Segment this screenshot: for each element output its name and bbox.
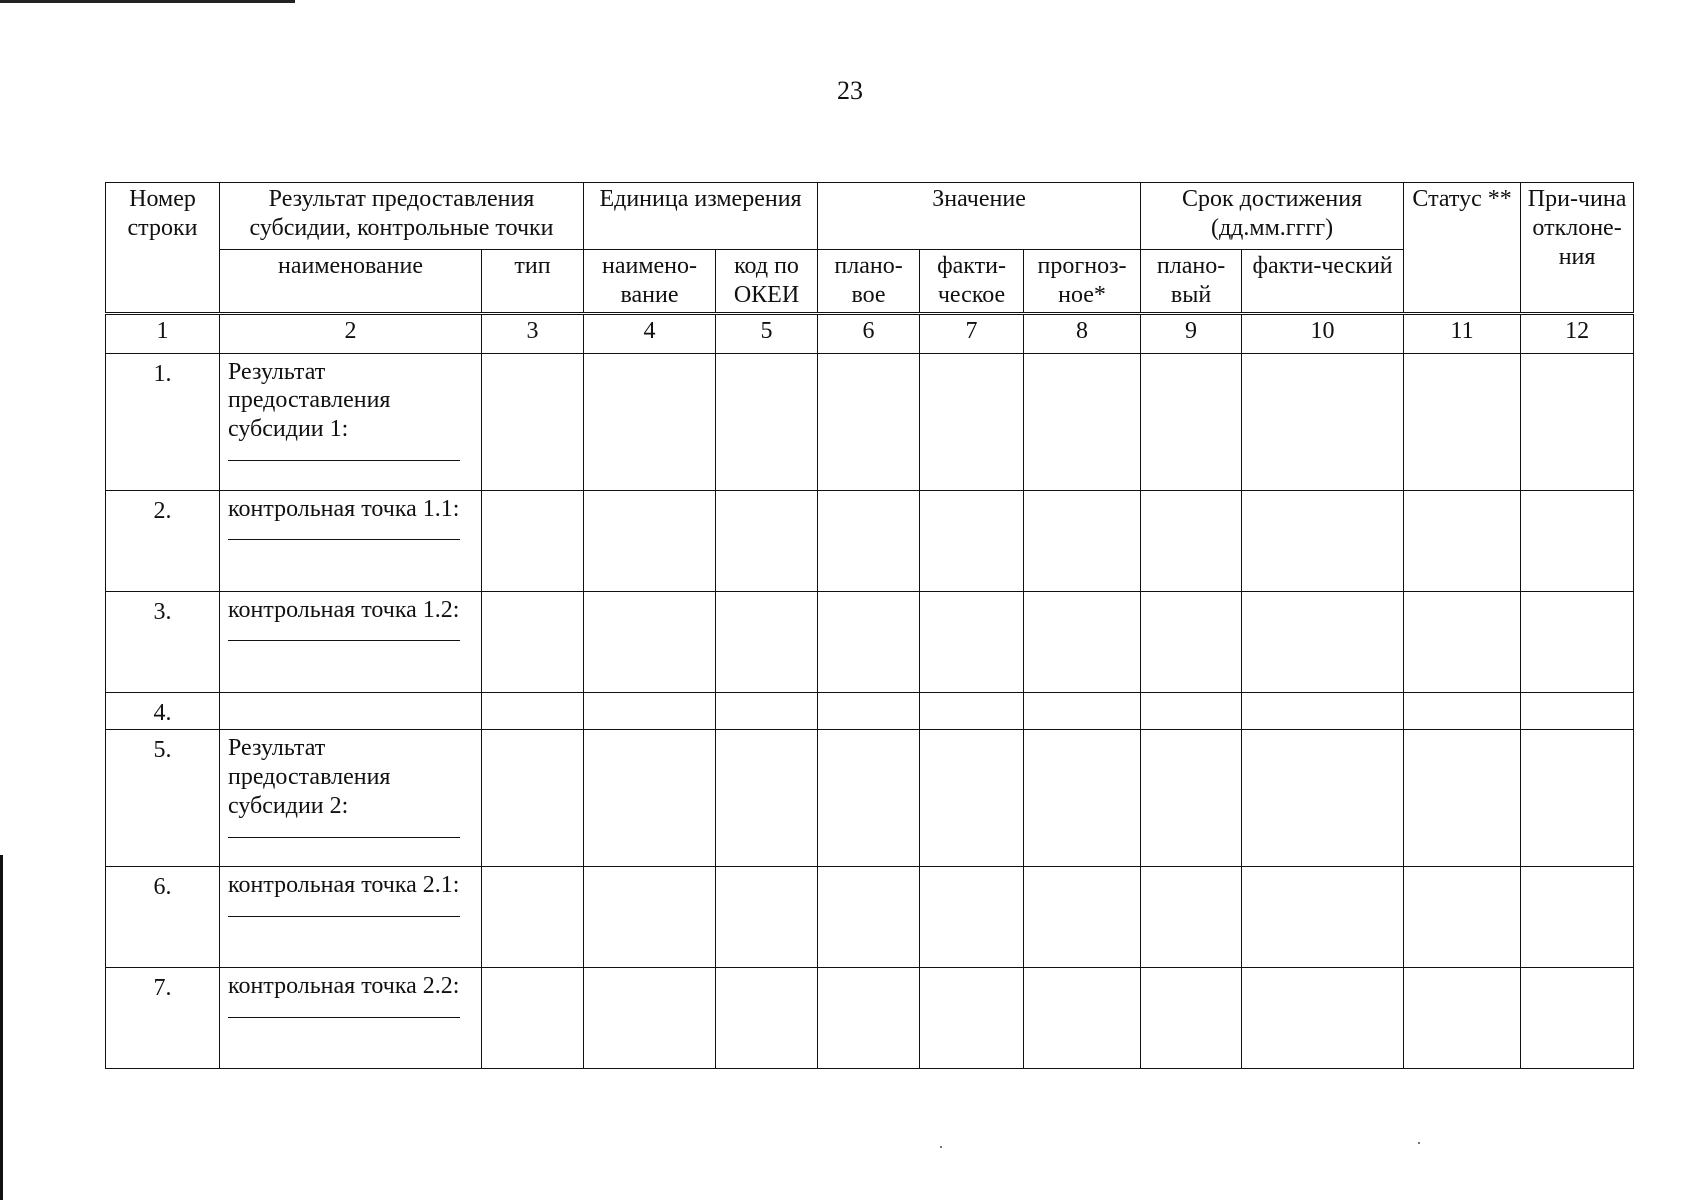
header-reason: При-чина отклоне-ния	[1521, 183, 1634, 314]
row-label: контрольная точка 2.2:	[228, 973, 460, 1000]
fill-in-line	[228, 906, 460, 917]
page-number: 23	[837, 76, 863, 105]
report-table	[105, 182, 1634, 1069]
planned-cell[interactable]	[818, 353, 920, 490]
planned-cell[interactable]	[818, 490, 920, 591]
row-number: 5.	[106, 730, 220, 867]
unit-name-cell[interactable]	[584, 730, 716, 867]
status-cell[interactable]	[1404, 692, 1521, 730]
planned-cell[interactable]	[818, 730, 920, 867]
scan-speck	[940, 1146, 942, 1148]
header-type: тип	[482, 250, 584, 314]
planned-cell[interactable]	[818, 591, 920, 692]
forecast-cell[interactable]	[1024, 353, 1141, 490]
column-number: 10	[1242, 313, 1404, 353]
reason-cell[interactable]	[1521, 353, 1634, 490]
row-label: контрольная точка 1.1:	[228, 495, 460, 522]
fill-in-line	[228, 450, 460, 461]
actual-cell[interactable]	[920, 867, 1024, 968]
row-number: 3.	[106, 591, 220, 692]
unit-name-cell[interactable]	[584, 968, 716, 1069]
row-label: Результат предоставления субсидии 1:	[228, 358, 391, 443]
header-deadline-planned: плано-вый	[1141, 250, 1242, 314]
row-name-cell	[220, 968, 482, 1069]
fill-in-line	[228, 827, 460, 838]
column-number: 5	[716, 313, 818, 353]
actual-cell[interactable]	[920, 353, 1024, 490]
type-cell[interactable]	[482, 353, 584, 490]
planned-cell[interactable]	[818, 692, 920, 730]
reason-cell[interactable]	[1521, 490, 1634, 591]
header-row-1	[106, 183, 1634, 250]
header-value-group: Значение	[818, 183, 1141, 250]
header-actual: факти-ческое	[920, 250, 1024, 314]
actual-cell[interactable]	[920, 490, 1024, 591]
table-row	[106, 591, 1634, 692]
type-cell[interactable]	[482, 968, 584, 1069]
deadline-actual-cell[interactable]	[1242, 490, 1404, 591]
reason-cell[interactable]	[1521, 591, 1634, 692]
actual-cell[interactable]	[920, 968, 1024, 1069]
deadline-actual-cell[interactable]	[1242, 353, 1404, 490]
column-number: 7	[920, 313, 1024, 353]
column-number: 8	[1024, 313, 1141, 353]
column-number: 1	[106, 313, 220, 353]
okei-cell[interactable]	[716, 692, 818, 730]
status-cell[interactable]	[1404, 353, 1521, 490]
column-number: 4	[584, 313, 716, 353]
deadline-actual-cell[interactable]	[1242, 591, 1404, 692]
forecast-cell[interactable]	[1024, 867, 1141, 968]
forecast-cell[interactable]	[1024, 490, 1141, 591]
reason-cell[interactable]	[1521, 867, 1634, 968]
fill-in-line	[228, 1007, 460, 1018]
unit-name-cell[interactable]	[584, 353, 716, 490]
actual-cell[interactable]	[920, 692, 1024, 730]
row-number: 7.	[106, 968, 220, 1069]
unit-name-cell[interactable]	[584, 490, 716, 591]
okei-cell[interactable]	[716, 867, 818, 968]
header-planned: плано-вое	[818, 250, 920, 314]
scan-speck	[1418, 1142, 1420, 1144]
header-forecast: прогноз-ное*	[1024, 250, 1141, 314]
unit-name-cell[interactable]	[584, 591, 716, 692]
header-deadline-group: Срок достижения (дд.мм.гггг)	[1141, 183, 1404, 250]
row-name-cell	[220, 353, 482, 490]
okei-cell[interactable]	[716, 968, 818, 1069]
column-number: 9	[1141, 313, 1242, 353]
status-cell[interactable]	[1404, 968, 1521, 1069]
status-cell[interactable]	[1404, 591, 1521, 692]
forecast-cell[interactable]	[1024, 968, 1141, 1069]
okei-cell[interactable]	[716, 730, 818, 867]
table-row	[106, 867, 1634, 968]
deadline-actual-cell[interactable]	[1242, 730, 1404, 867]
header-name: наименование	[220, 250, 482, 314]
type-cell[interactable]	[482, 490, 584, 591]
forecast-cell[interactable]	[1024, 591, 1141, 692]
actual-cell[interactable]	[920, 591, 1024, 692]
column-number: 6	[818, 313, 920, 353]
deadline-planned-cell[interactable]	[1141, 730, 1242, 867]
column-number: 2	[220, 313, 482, 353]
actual-cell[interactable]	[920, 730, 1024, 867]
header-result-group: Результат предоставления субсидии, контрольные точки	[220, 183, 584, 250]
row-label: Результат предоставления субсидии 2:	[228, 735, 391, 819]
unit-name-cell[interactable]	[584, 867, 716, 968]
deadline-planned-cell[interactable]	[1141, 490, 1242, 591]
deadline-planned-cell[interactable]	[1141, 353, 1242, 490]
planned-cell[interactable]	[818, 968, 920, 1069]
deadline-planned-cell[interactable]	[1141, 591, 1242, 692]
reason-cell[interactable]	[1521, 692, 1634, 730]
header-okei-code: код по ОКЕИ	[716, 250, 818, 314]
row-label: контрольная точка 1.2:	[228, 596, 460, 623]
deadline-planned-cell[interactable]	[1141, 968, 1242, 1069]
header-deadline-actual: факти-ческий	[1242, 250, 1404, 314]
okei-cell[interactable]	[716, 490, 818, 591]
forecast-cell[interactable]	[1024, 692, 1141, 730]
type-cell[interactable]	[482, 692, 584, 730]
table-row	[106, 692, 1634, 730]
row-number: 6.	[106, 867, 220, 968]
status-cell[interactable]	[1404, 867, 1521, 968]
type-cell[interactable]	[482, 730, 584, 867]
deadline-actual-cell[interactable]	[1242, 867, 1404, 968]
table-row	[106, 730, 1634, 867]
row-label: контрольная точка 2.1:	[228, 872, 460, 899]
table-row	[106, 353, 1634, 490]
header-unit-name: наимено-вание	[584, 250, 716, 314]
deadline-planned-cell[interactable]	[1141, 692, 1242, 730]
header-row-number: Номер строки	[106, 183, 220, 314]
scan-edge-top	[0, 0, 295, 3]
row-number: 2.	[106, 490, 220, 591]
forecast-cell[interactable]	[1024, 730, 1141, 867]
row-name-cell	[220, 867, 482, 968]
row-name-cell	[220, 591, 482, 692]
row-name-cell	[220, 490, 482, 591]
okei-cell[interactable]	[716, 591, 818, 692]
row-number: 1.	[106, 353, 220, 490]
header-status: Статус **	[1404, 183, 1521, 314]
column-number: 11	[1404, 313, 1521, 353]
deadline-actual-cell[interactable]	[1242, 692, 1404, 730]
type-cell[interactable]	[482, 867, 584, 968]
okei-cell[interactable]	[716, 353, 818, 490]
reason-cell[interactable]	[1521, 730, 1634, 867]
fill-in-line	[228, 630, 460, 641]
fill-in-line	[228, 529, 460, 540]
header-unit-group: Единица измерения	[584, 183, 818, 250]
column-number: 3	[482, 313, 584, 353]
column-number: 12	[1521, 313, 1634, 353]
deadline-actual-cell[interactable]	[1242, 968, 1404, 1069]
column-number-row	[106, 313, 1634, 353]
planned-cell[interactable]	[818, 867, 920, 968]
type-cell[interactable]	[482, 591, 584, 692]
reason-cell[interactable]	[1521, 968, 1634, 1069]
status-cell[interactable]	[1404, 490, 1521, 591]
row-name-cell	[220, 730, 482, 867]
row-number: 4.	[106, 692, 220, 730]
table-row	[106, 490, 1634, 591]
status-cell[interactable]	[1404, 730, 1521, 867]
unit-name-cell[interactable]	[584, 692, 716, 730]
scan-edge-left	[0, 855, 3, 1200]
deadline-planned-cell[interactable]	[1141, 867, 1242, 968]
row-name-cell[interactable]	[220, 692, 482, 730]
table-row	[106, 968, 1634, 1069]
